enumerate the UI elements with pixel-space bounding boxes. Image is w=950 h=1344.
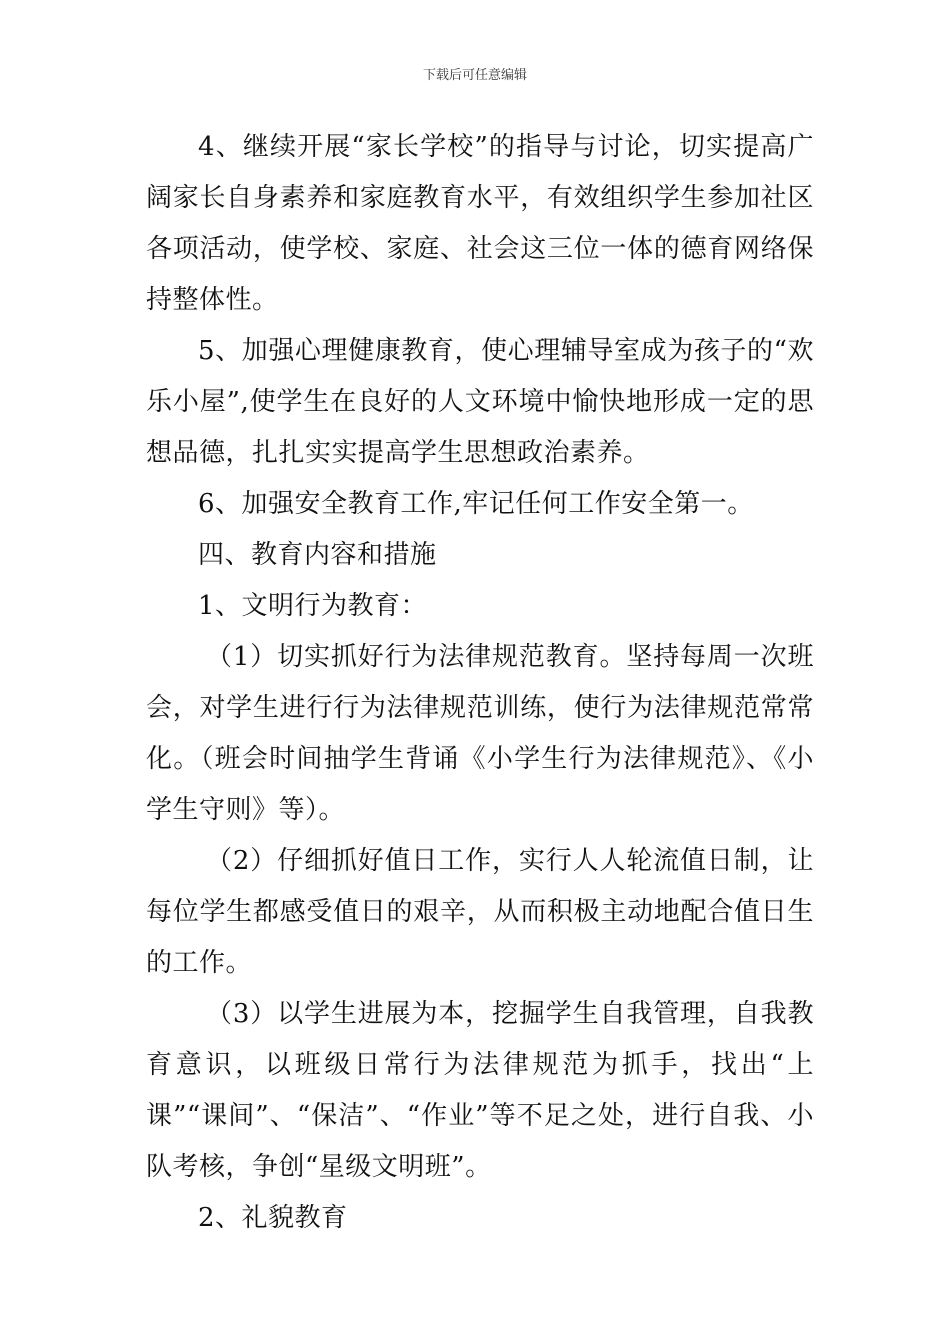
subsection-heading-1: 1、文明行为教育：: [198, 591, 428, 621]
section-heading-4: 四、教育内容和措施: [198, 540, 437, 570]
paragraph-item-6: 6、加强安全教育工作,牢记任何工作安全第一。: [198, 489, 754, 519]
document-body: [146, 122, 814, 1244]
paragraph-item-5: 5、加强心理健康教育，使心理辅导室成为孩子的“欢乐小屋”,使学生在良好的人文环境中愉快地形成一定的思想品德，扎扎实实提高学生思想政治素养。: [146, 336, 814, 468]
page-header-note: 下载后可任意编辑: [422, 68, 527, 83]
paragraph-subitem-1: （1）切实抓好行为法律规范教育。坚持每周一次班会，对学生进行行为法律规范训练，使行为法律规范常常化。（班会时间抽学生背诵《小学生行为法律规范》、《小学生守则》等）。: [146, 642, 814, 825]
paragraph-subitem-2: （2）仔细抓好值日工作，实行人人轮流值日制，让每位学生都感受值日的艰辛，从而积极主动地配合值日生的工作。: [146, 846, 814, 978]
subsection-heading-2: 2、礼貌教育: [198, 1203, 348, 1233]
paragraph-subitem-3: （3）以学生进展为本，挖掘学生自我管理，自我教育意识，以班级日常行为法律规范为抓手，找出“上课”“课间”、“保洁”、“作业”等不足之处，进行自我、小队考核，争创“星级文明班”。: [146, 999, 814, 1182]
paragraph-item-4: 4、继续开展“家长学校”的指导与讨论，切实提高广阔家长自身素养和家庭教育水平，有效组织学生参加社区各项活动，使学校、家庭、社会这三位一体的德育网络保持整体性。: [146, 132, 814, 315]
